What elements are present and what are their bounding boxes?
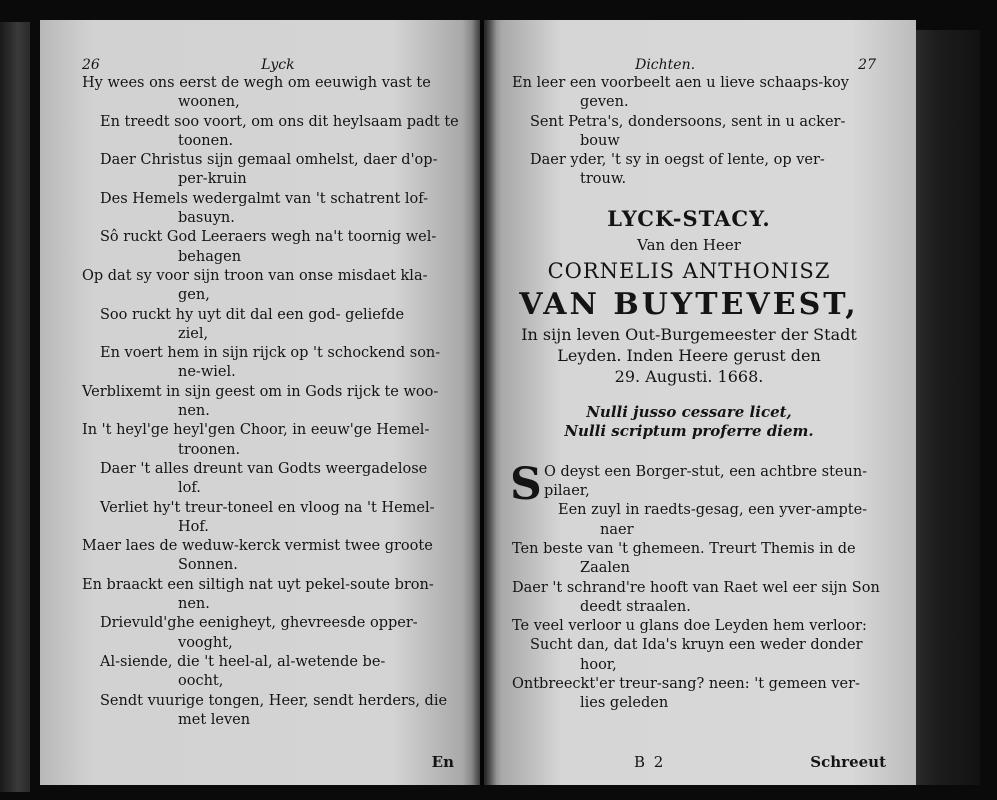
- verse-line: oocht,: [178, 673, 224, 690]
- verse-line: behagen: [178, 248, 242, 265]
- left-running-title: Lyck: [261, 57, 295, 73]
- poem-line: hoor,: [580, 656, 617, 673]
- left-catchword: En: [431, 753, 454, 771]
- right-running-head: [512, 56, 876, 74]
- title-main: LYCK-STACY.: [607, 205, 771, 231]
- title-name-line2: VAN BUYTEVEST,: [519, 286, 859, 322]
- verse-line: troonen.: [178, 441, 241, 458]
- title-info3: 29. Augusti. 1668.: [614, 366, 764, 386]
- verse-line: Sonnen.: [178, 557, 238, 574]
- verse-line: nen.: [178, 596, 210, 613]
- poem: [510, 458, 880, 714]
- poem-line: Zaalen: [580, 560, 630, 577]
- title-block: [512, 204, 876, 387]
- left-verse: [82, 74, 459, 730]
- title-info2: Leyden. Inden Heere gerust den: [557, 345, 821, 365]
- left-page: [40, 20, 480, 785]
- verse-line: ne-wiel.: [178, 364, 236, 381]
- motto-line2: Nulli scriptum proferre diem.: [564, 421, 814, 440]
- verse-line: Daer Christus sijn gemaal omhelst, daer d'op-: [100, 152, 438, 169]
- poem-lines: [510, 458, 880, 714]
- poem-line: naer: [600, 521, 634, 538]
- verse-line: ziel,: [178, 325, 209, 342]
- signature-mark: B 2: [634, 753, 666, 771]
- verse-line: Maer laes de weduw-kerck vermist twee groote: [82, 538, 433, 555]
- verse-line: Daer yder, 't sy in oegst of lente, op ver-: [530, 152, 825, 169]
- verse-line: bouw: [580, 132, 620, 149]
- dropcap: S: [510, 458, 542, 510]
- poem-line: Daer 't schrand're hooft van Raet wel eer sijn Son: [512, 579, 880, 596]
- verse-line: vooght,: [178, 634, 233, 651]
- right-page-number: 27: [858, 57, 876, 73]
- book-gutter: [472, 20, 496, 785]
- verse-line: Hy wees ons eerst de wegh om eeuwigh vast te: [82, 75, 431, 91]
- verse-line: En braackt een siltigh nat uyt pekel-soute bron-: [82, 576, 434, 593]
- poem-line: deedt straalen.: [580, 598, 691, 615]
- poem-line: Te veel verloor u glans doe Leyden hem verloor:: [512, 618, 867, 635]
- verse-line: Al-siende, die 't heel-al, al-wetende be-: [100, 653, 386, 670]
- right-running-title: Dichten.: [635, 57, 696, 73]
- verse-line: met leven: [178, 711, 251, 728]
- verse-line: En leer een voorbeelt aen u lieve schaaps-koy: [512, 75, 849, 91]
- verse-line: Hof.: [178, 518, 209, 535]
- verse-line: lof.: [178, 480, 201, 497]
- poem-line: pilaer,: [544, 483, 590, 500]
- verse-line: En treedt soo voort, om ons dit heylsaam padt te: [100, 113, 459, 130]
- verse-line: per-kruin: [178, 171, 247, 188]
- poem-line: Sucht dan, dat Ida's kruyn een weder donder: [530, 637, 863, 654]
- poem-line: Ontbreeckt'er treur-sang? neen: 't gemeen ver-: [512, 676, 860, 693]
- verse-line: Daer 't alles dreunt van Godts weergadelose: [100, 460, 428, 477]
- verse-line: Verliet hy't treur-toneel en vloog na 't Hemel-: [100, 499, 435, 516]
- verse-line: Sendt vuurige tongen, Heer, sendt herders, die: [100, 692, 448, 709]
- poem-line: Een zuyl in raedts-gesag, een yver-ampte-: [558, 502, 868, 519]
- verse-line: woonen,: [178, 94, 240, 111]
- verse-line: Verblixemt in sijn geest om in Gods rijck te woo-: [82, 383, 439, 400]
- verse-line: geven.: [580, 94, 629, 111]
- verse-line: basuyn.: [178, 210, 235, 227]
- motto-line1: Nulli jusso cessare licet,: [586, 402, 792, 421]
- verse-line: In 't heyl'ge heyl'gen Choor, in eeuw'ge Hemel-: [82, 422, 430, 439]
- verse-line: Op dat sy voor sijn troon van onse misdaet kla-: [82, 267, 428, 284]
- book-edge-right: [910, 30, 980, 785]
- poem-line: O deyst een Borger-stut, een achtbre steun-: [544, 463, 868, 480]
- right-top-verse: [512, 74, 876, 190]
- verse-line: Sent Petra's, dondersoons, sent in u acker-: [530, 113, 846, 130]
- verse-line: trouw.: [580, 171, 627, 188]
- title-sub: Van den Heer: [637, 235, 741, 254]
- verse-line: Soo ruckt hy uyt dit dal een god- geliefde: [100, 306, 405, 323]
- title-name-line1: CORNELIS ANTHONISZ: [547, 258, 831, 283]
- title-info1: In sijn leven Out-Burgemeester der Stadt: [521, 324, 857, 344]
- verse-line: toonen.: [178, 132, 234, 149]
- verse-line: Sô ruckt God Leeraers wegh na't toornig wel-: [100, 229, 437, 246]
- book-edge-left: [0, 22, 30, 792]
- verse-line: gen,: [178, 287, 210, 304]
- motto: [512, 403, 876, 441]
- left-page-number: 26: [82, 57, 100, 73]
- right-page: [484, 20, 916, 785]
- verse-line: En voert hem in sijn rijck op 't schockend son-: [100, 345, 441, 362]
- left-running-head: [82, 56, 456, 74]
- verse-line: nen.: [178, 403, 210, 420]
- poem-line: lies geleden: [580, 695, 669, 712]
- verse-line: Drievuld'ghe eenigheyt, ghevreesde opper-: [100, 615, 418, 632]
- poem-line: Ten beste van 't ghemeen. Treurt Themis in de: [512, 540, 856, 557]
- verse-line: Des Hemels wedergalmt van 't schatrent lof-: [100, 190, 429, 207]
- right-catchword: Schreeut: [810, 753, 886, 771]
